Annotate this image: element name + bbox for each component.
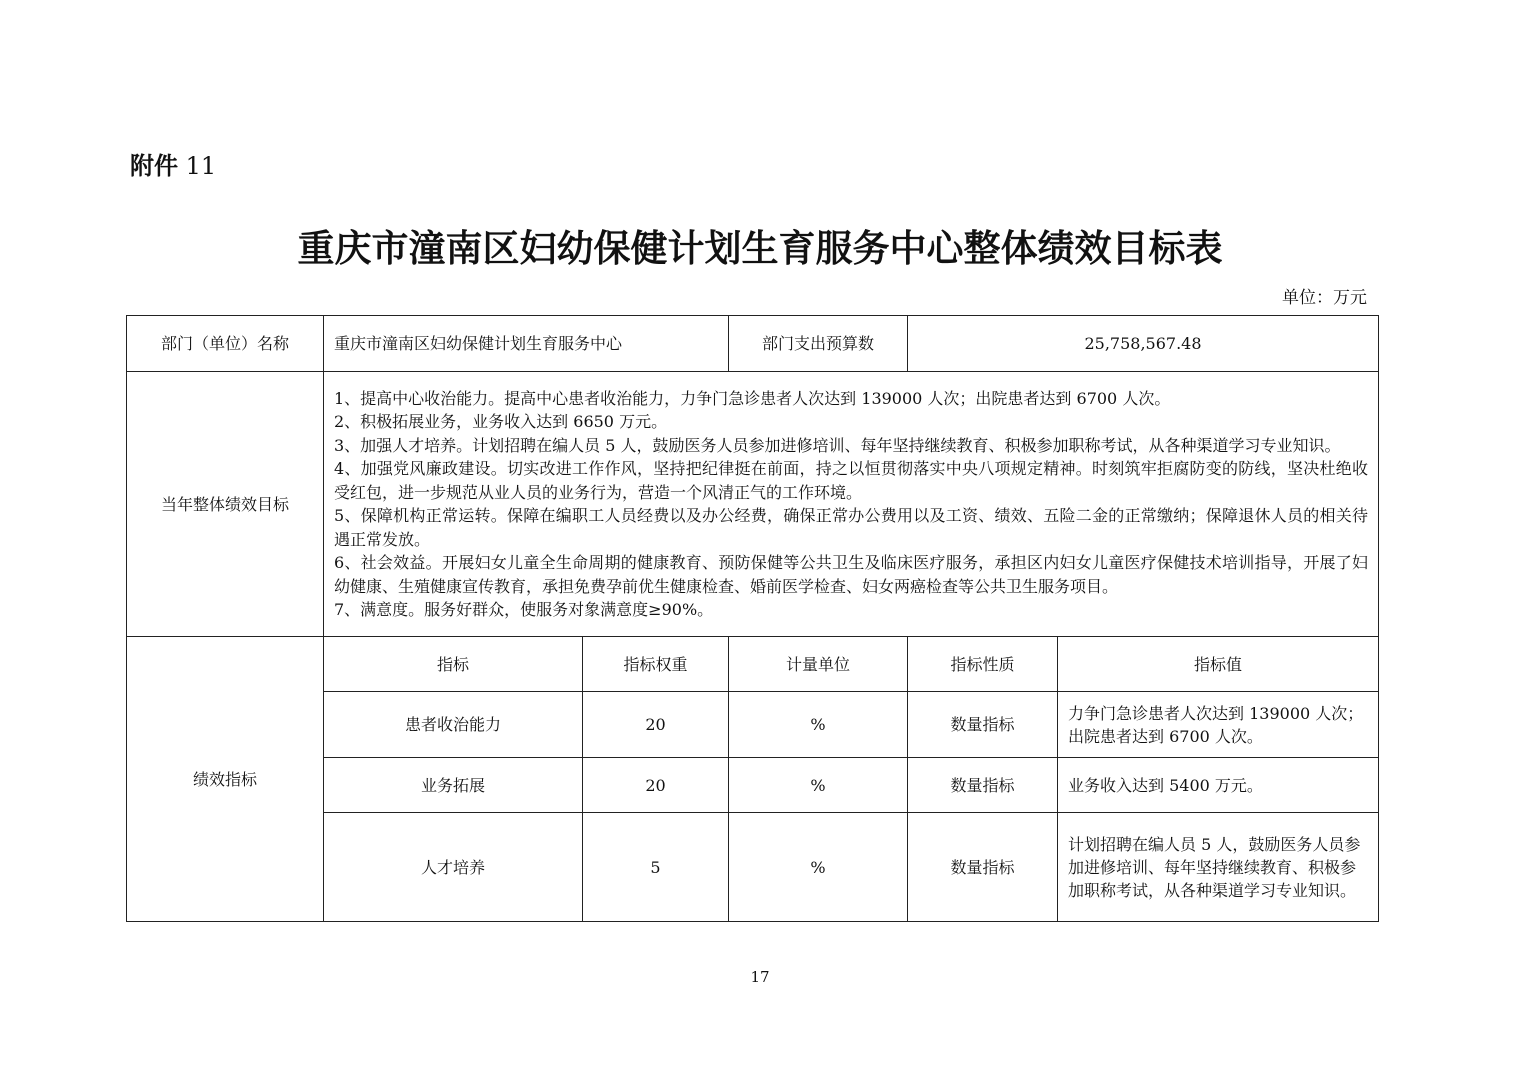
- goal-item: 1、提高中心收治能力。提高中心患者收治能力，力争门急诊患者人次达到 139000 人次；出院患者达到 6700 人次。: [334, 388, 1171, 408]
- attachment-number: 11: [185, 152, 217, 180]
- dept-row: [127, 316, 1379, 372]
- budget-label: 部门支出预算数: [729, 316, 908, 372]
- goals-label: 当年整体绩效目标: [127, 372, 324, 637]
- indicator-name: 人才培养: [324, 813, 583, 922]
- indicator-nature: 数量指标: [908, 758, 1058, 813]
- goal-item: 5、保障机构正常运转。保障在编职工人员经费以及办公经费，确保正常办公费用以及工资、绩效、五险二金的正常缴纳；保障退休人员的相关待遇正常发放。: [334, 506, 1369, 549]
- indicator-header-row: [127, 637, 1379, 692]
- goals-content: [324, 372, 1379, 637]
- document-title: 重庆市潼南区妇幼保健计划生育服务中心整体绩效目标表: [297, 226, 1223, 270]
- indicator-weight: 5: [583, 813, 729, 922]
- budget-value: 25,758,567.48: [908, 316, 1379, 372]
- header-weight: 指标权重: [583, 637, 729, 692]
- attachment-prefix: 附件: [130, 152, 178, 180]
- goal-item: 2、积极拓展业务，业务收入达到 6650 万元。: [334, 412, 668, 431]
- performance-target-table: [126, 315, 1379, 922]
- indicator-unit: %: [729, 813, 908, 922]
- unit-label: 单位：万元: [1282, 288, 1367, 308]
- dept-name-value: 重庆市潼南区妇幼保健计划生育服务中心: [324, 316, 729, 372]
- indicator-value: 计划招聘在编人员 5 人，鼓励医务人员参加进修培训、每年坚持继续教育、积极参加职称考试，从各种渠道学习专业知识。: [1058, 813, 1379, 922]
- indicator-nature: 数量指标: [908, 692, 1058, 758]
- goal-item: 7、满意度。服务好群众，使服务对象满意度≥90%。: [334, 600, 714, 619]
- header-indicator: 指标: [324, 637, 583, 692]
- indicator-weight: 20: [583, 758, 729, 813]
- indicator-name: 患者收治能力: [324, 692, 583, 758]
- indicator-unit: %: [729, 692, 908, 758]
- dept-name-label: 部门（单位）名称: [127, 316, 324, 372]
- header-unit: 计量单位: [729, 637, 908, 692]
- goal-item: 6、社会效益。开展妇女儿童全生命周期的健康教育、预防保健等公共卫生及临床医疗服务，承担区内妇女儿童医疗保健技术培训指导，开展了妇幼健康、生殖健康宣传教育，承担免费孕前优生健康检查、婚前医学检查、妇女两癌检查等公共卫生服务项目。: [334, 553, 1369, 596]
- indicator-unit: %: [729, 758, 908, 813]
- indicators-label: 绩效指标: [127, 637, 324, 922]
- indicator-value: 力争门急诊患者人次达到 139000 人次；出院患者达到 6700 人次。: [1058, 692, 1379, 758]
- goals-row: [127, 372, 1379, 637]
- indicator-name: 业务拓展: [324, 758, 583, 813]
- page-number: 17: [750, 968, 770, 986]
- indicator-weight: 20: [583, 692, 729, 758]
- goal-item: 4、加强党风廉政建设。切实改进工作作风，坚持把纪律挺在前面，持之以恒贯彻落实中央八项规定精神。时刻筑牢拒腐防变的防线，坚决杜绝收受红包，进一步规范从业人员的业务行为，营造一个风清正气的工作环境。: [334, 459, 1369, 502]
- header-nature: 指标性质: [908, 637, 1058, 692]
- indicator-nature: 数量指标: [908, 813, 1058, 922]
- attachment-label: [130, 146, 216, 181]
- goal-item: 3、加强人才培养。计划招聘在编人员 5 人，鼓励医务人员参加进修培训、每年坚持继续教育、积极参加职称考试，从各种渠道学习专业知识。: [334, 435, 1341, 455]
- indicator-value: 业务收入达到 5400 万元。: [1058, 758, 1379, 813]
- header-value: 指标值: [1058, 637, 1379, 692]
